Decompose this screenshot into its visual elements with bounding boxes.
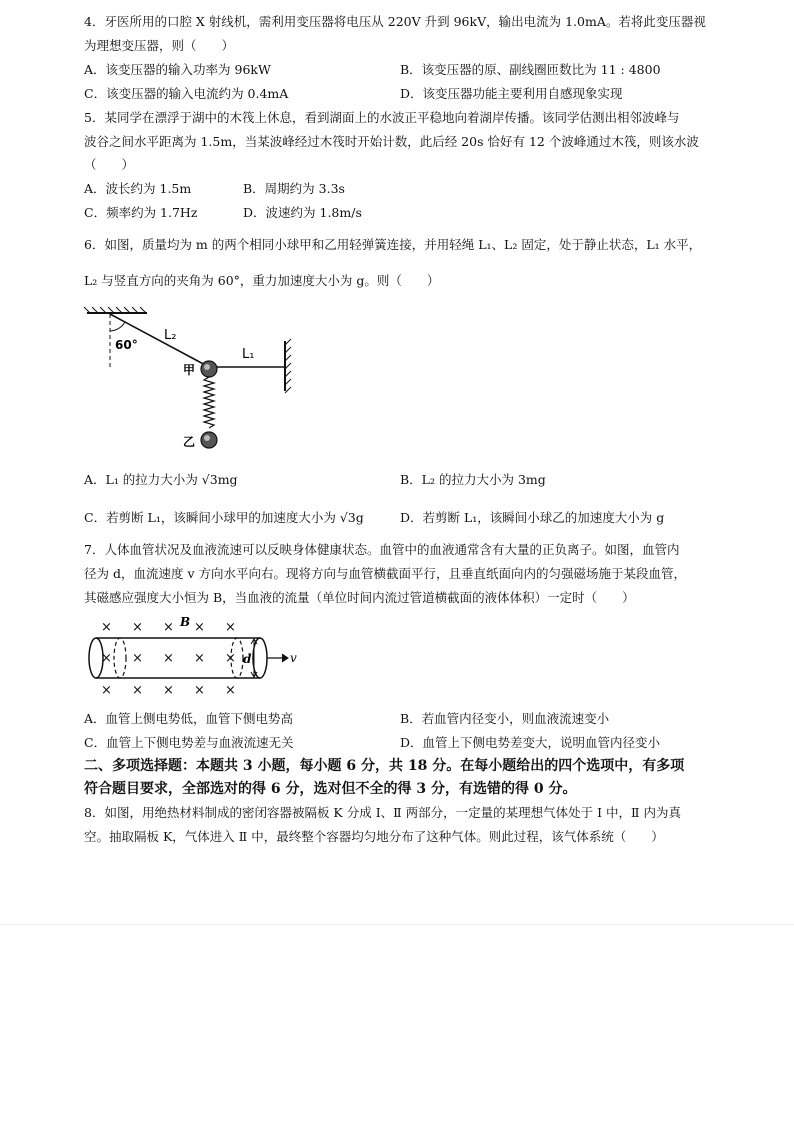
q4-option-a: A．该变压器的输入功率为 96kW (84, 62, 271, 77)
field-cross: × (194, 683, 205, 698)
ball-jia-highlight (204, 364, 210, 370)
section2-heading-line1: 二、多项选择题：本题共 3 小题，每小题 6 分，共 18 分。在每小题给出的四个选项中，有多项 (84, 758, 685, 774)
q5-option-a: A．波长约为 1.5m (84, 181, 192, 196)
q6-option-c: C．若剪断 L₁，该瞬间小球甲的加速度大小为 √3g (84, 510, 364, 525)
q5-option-d: D．波速约为 1.8m/s (243, 205, 362, 220)
q7-option-d: D．血管上下侧电势差变大，说明血管内径变小 (400, 735, 661, 750)
page-divider (0, 924, 794, 925)
q6-stem-line2: L₂ 与竖直方向的夹角为 60°，重力加速度大小为 g。则（ ） (84, 273, 440, 288)
field-cross: × (194, 620, 205, 635)
q7-stem-line3: 其磁感应强度大小恒为 B，当血液的流量（单位时间内流过管道横截面的液体体积）一定时（ ） (84, 590, 635, 605)
q8-stem-line1: 8．如图，用绝热材料制成的密闭容器被隔板 K 分成 Ⅰ、Ⅱ 两部分，一定量的某理想气体处于 Ⅰ 中，Ⅱ 内为真 (84, 805, 681, 820)
velocity-v-label: v (290, 651, 297, 665)
q7-stem-line2: 径为 d，血流速度 v 方向水平向右。现将方向与血管横截面平行，且垂直纸面向内的匀强磁场施于某段血管， (84, 566, 686, 581)
q4-option-b: B．该变压器的原、副线圈匝数比为 11 : 4800 (400, 62, 661, 77)
field-cross: × (163, 683, 174, 698)
ball-yi-highlight (204, 435, 210, 441)
q5-option-c: C．频率约为 1.7Hz (84, 205, 198, 220)
rope-l2-label: L₂ (164, 328, 177, 343)
q7-figure (82, 614, 307, 702)
q5-stem-line1: 5．某同学在漂浮于湖中的木筏上休息，看到湖面上的水波正平稳地向着湖岸传播。该同学估测出相邻波峰与 (84, 110, 680, 125)
field-cross: × (194, 651, 205, 666)
diameter-d-label: d (243, 652, 252, 666)
angle-arc (110, 322, 125, 331)
field-b-label: B (180, 615, 191, 629)
field-cross: × (132, 683, 143, 698)
rope-l1-label: L₁ (242, 347, 255, 362)
q6-option-b: B．L₂ 的拉力大小为 3mg (400, 472, 546, 487)
q5-option-b: B．周期约为 3.3s (243, 181, 345, 196)
field-cross: × (132, 651, 143, 666)
q4-stem-line1: 4．牙医所用的口腔 X 射线机，需利用变压器将电压从 220V 升到 96kV，输出电流为 1.0mA。若将此变压器视 (84, 14, 706, 29)
q4-stem-line2: 为理想变压器，则（ ） (84, 38, 235, 53)
field-cross: × (225, 683, 236, 698)
ceiling-hatch (84, 307, 147, 313)
field-cross: × (132, 620, 143, 635)
q7-option-a: A．血管上侧电势低，血管下侧电势高 (84, 711, 294, 726)
q4-option-c: C．该变压器的输入电流约为 0.4mA (84, 86, 289, 101)
field-cross: × (163, 651, 174, 666)
field-cross: × (225, 651, 236, 666)
q5-stem-line3: （ ） (84, 157, 135, 172)
field-cross: × (101, 651, 112, 666)
q7-option-b: B．若血管内径变小，则血液流速变小 (400, 711, 610, 726)
wall-hatch (285, 339, 291, 393)
vessel-cross-section-left (114, 638, 126, 678)
q7-stem-line1: 7．人体血管状况及血液流速可以反映身体健康状态。血管中的血液通常含有大量的正负离子。如图，血管内 (84, 542, 680, 557)
ball-jia-label: 甲 (183, 363, 196, 377)
q4-option-d: D．该变压器功能主要利用自感现象实现 (400, 86, 623, 101)
field-cross: × (225, 620, 236, 635)
q6-option-d: D．若剪断 L₁，该瞬间小球乙的加速度大小为 g (400, 510, 665, 525)
spring (204, 377, 214, 428)
q6-figure (82, 303, 302, 458)
q8-stem-line2: 空。抽取隔板 K，气体进入 Ⅱ 中，最终整个容器均匀地分布了这种气体。则此过程，该气体系统（ ） (84, 829, 664, 844)
angle-label: 60° (115, 338, 138, 352)
ball-yi-label: 乙 (183, 435, 196, 449)
vessel-right-end (253, 638, 267, 678)
q6-option-a: A．L₁ 的拉力大小为 √3mg (84, 472, 238, 487)
field-cross: × (101, 683, 112, 698)
field-cross: × (163, 620, 174, 635)
field-cross: × (101, 620, 112, 635)
q6-stem-line1: 6．如图，质量均为 m 的两个相同小球甲和乙用轻弹簧连接，并用轻绳 L₁、L₂ 固定，处于静止状态，L₁ 水平， (84, 237, 702, 252)
q5-stem-line2: 波谷之间水平距离为 1.5m，当某波峰经过木筏时开始计数，此后经 20s 恰好有 12 个波峰通过木筏，则该水波 (84, 134, 699, 149)
q7-option-c: C．血管上下侧电势差与血液流速无关 (84, 735, 294, 750)
section2-heading-line2: 符合题目要求，全部选对的得 6 分，选对但不全的得 3 分，有选错的得 0 分。 (84, 781, 577, 797)
velocity-arrow-head (282, 654, 288, 662)
